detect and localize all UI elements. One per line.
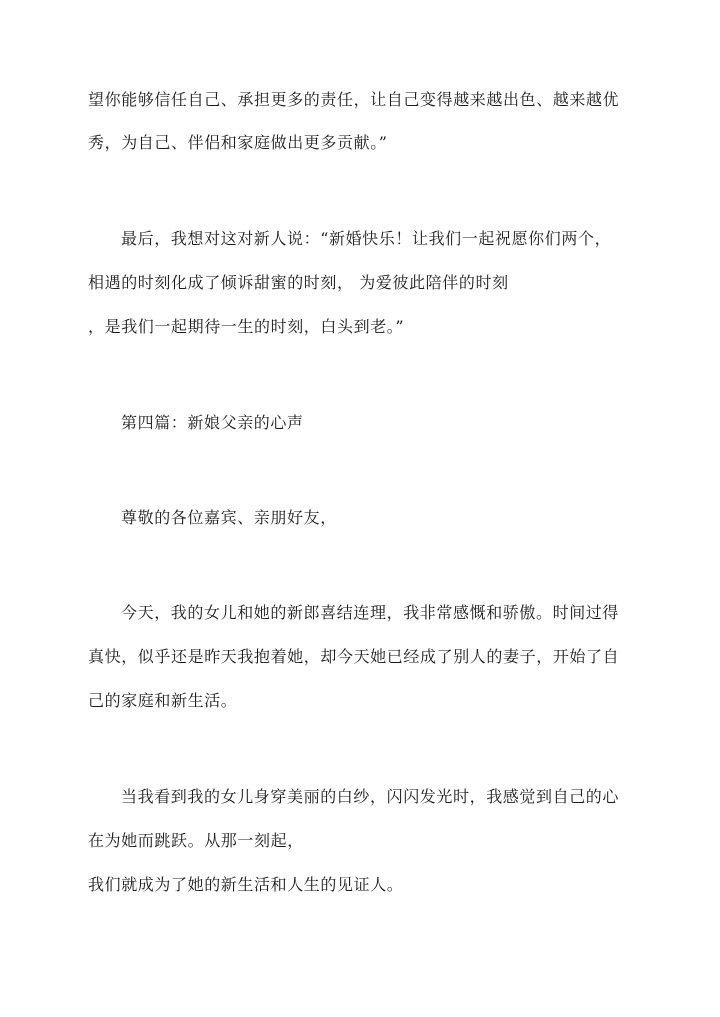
text-line: 望你能够信任自己、承担更多的责任，让自己变得越来越出色、越来越优	[88, 90, 620, 109]
text-line: 最后，我想对这对新人说：“新婚快乐！让我们一起祝愿你们两个，	[121, 229, 612, 248]
text-line: 相遇的时刻化成了倾诉甜蜜的时刻， 为爱彼此陪伴的时刻	[88, 273, 509, 292]
text-line: 在为她而跳跃。从那一刻起，	[88, 831, 304, 850]
text-line: 当我看到我的女儿身穿美丽的白纱，闪闪发光时，我感觉到自己的心	[121, 787, 620, 806]
text-line: 秀，为自己、伴侣和家庭做出更多贡献。”	[88, 133, 388, 152]
text-line: 尊敬的各位嘉宾、亲朋好友，	[121, 508, 337, 527]
text-line: 真快，似乎还是昨天我抱着她，却今天她已经成了别人的妻子，开始了自	[88, 647, 620, 666]
text-line: ，是我们一起期待一生的时刻，白头到老。”	[88, 317, 405, 336]
text-line: 今天，我的女儿和她的新郎喜结连理，我非常感慨和骄傲。时间过得	[121, 603, 620, 622]
text-line: 我们就成为了她的新生活和人生的见证人。	[88, 875, 404, 894]
section-title: 第四篇：新娘父亲的心声	[121, 413, 304, 432]
text-line: 己的家庭和新生活。	[88, 691, 238, 710]
